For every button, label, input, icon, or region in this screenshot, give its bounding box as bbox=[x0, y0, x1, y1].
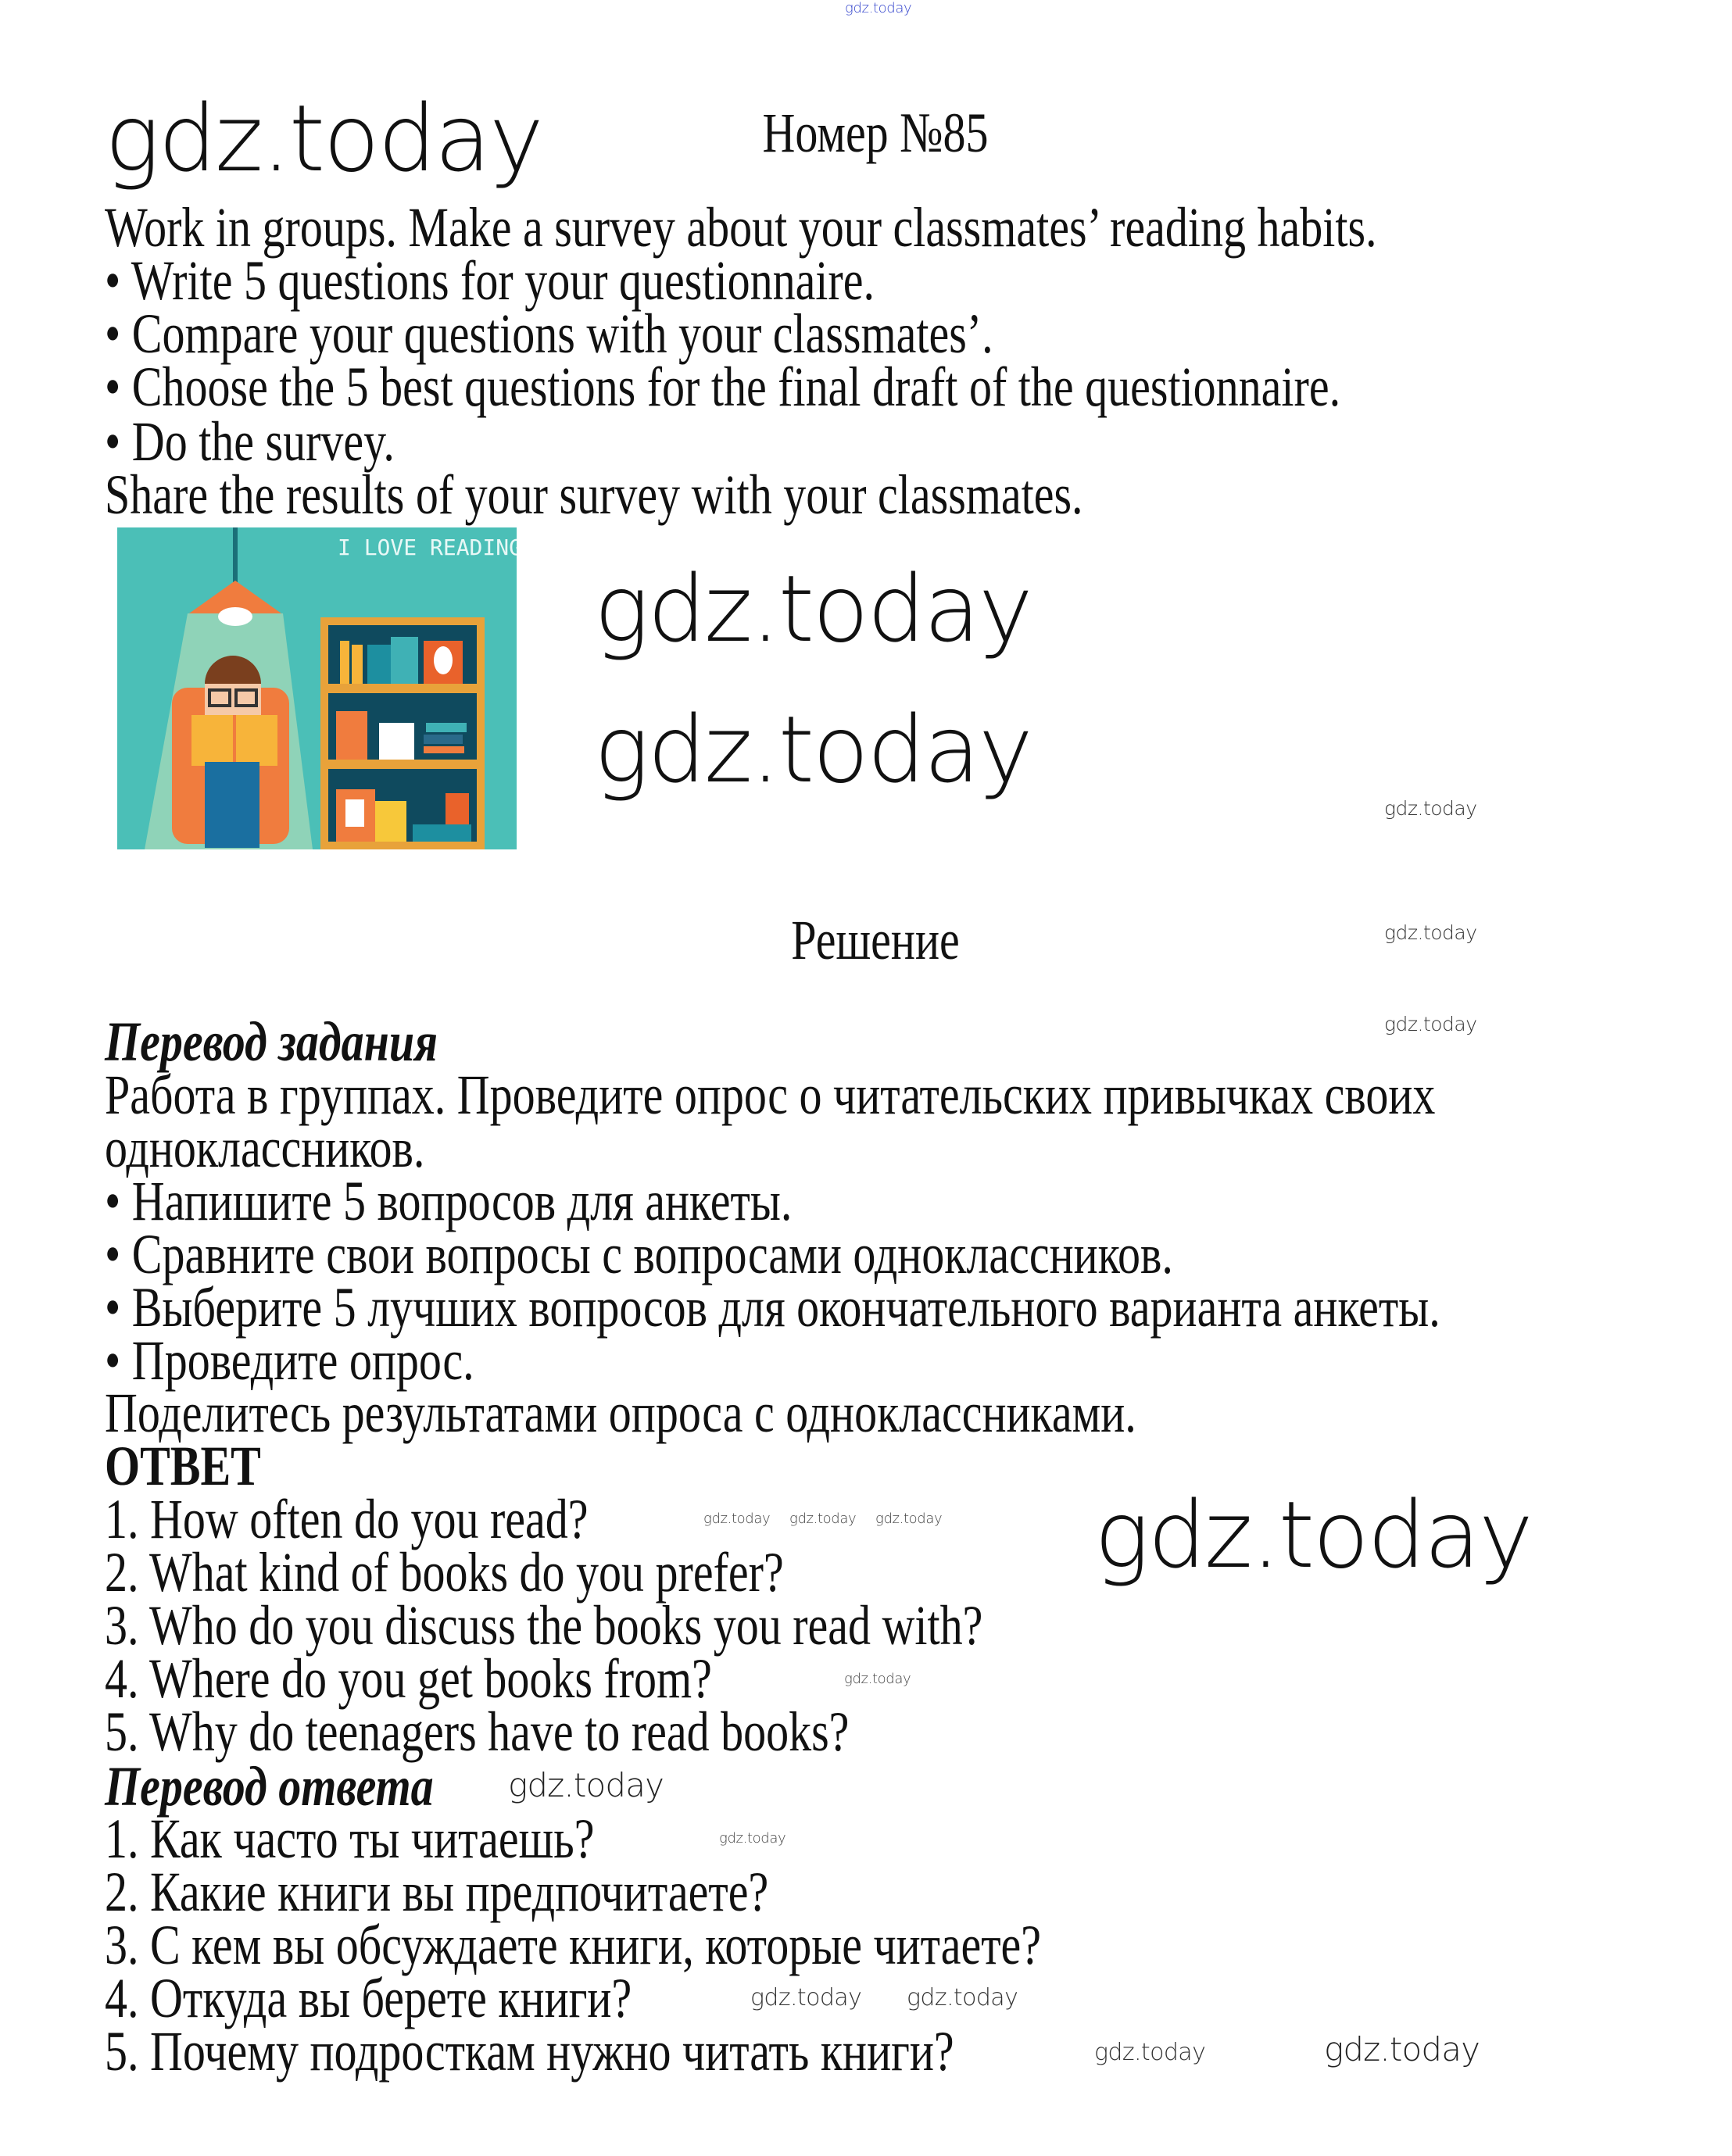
answer-translation-item: 1. Как часто ты читаешь? bbox=[105, 1806, 595, 1870]
task-bullet: • Do the survey. bbox=[105, 409, 395, 473]
translation-heading: Перевод задания bbox=[105, 1009, 438, 1073]
watermark: gdz.today bbox=[1094, 1481, 1532, 1589]
answer-translation-item: 3. С кем вы обсуждаете книги, которые читаете? bbox=[105, 1912, 1042, 1976]
watermark: gdz.today bbox=[594, 555, 1032, 663]
watermark: gdz.today bbox=[844, 1671, 911, 1687]
task-bullet: • Write 5 questions for your questionnaire. bbox=[105, 248, 875, 312]
task-outro: Share the results of your survey with your classmates. bbox=[105, 462, 1083, 526]
reading-illustration bbox=[117, 527, 517, 849]
watermark: gdz.today bbox=[703, 1511, 771, 1527]
watermark: gdz.today bbox=[719, 1830, 786, 1847]
page-title: Номер №85 bbox=[762, 100, 989, 164]
watermark: gdz.today bbox=[1384, 797, 1477, 820]
translation-line: одноклассников. bbox=[105, 1115, 425, 1179]
watermark: gdz.today bbox=[875, 1511, 943, 1527]
answer-translation-item: 4. Откуда вы берете книги? bbox=[105, 1965, 632, 2029]
answer-translation-item: 5. Почему подросткам нужно читать книги? bbox=[105, 2018, 954, 2083]
answer-item: 4. Where do you get books from? bbox=[105, 1646, 712, 1710]
translation-line: Работа в группах. Проведите опрос о читательских привычках своих bbox=[105, 1062, 1436, 1126]
watermark: gdz.today bbox=[105, 84, 542, 192]
answer-translation-heading: Перевод ответа bbox=[105, 1754, 434, 1818]
watermark: gdz.today bbox=[1384, 921, 1477, 944]
answer-heading: ОТВЕТ bbox=[105, 1433, 261, 1497]
watermark: gdz.today bbox=[1094, 2039, 1206, 2066]
task-bullet: • Choose the 5 best questions for the final draft of the questionnaire. bbox=[105, 354, 1341, 418]
watermark-top-link[interactable]: gdz.today bbox=[845, 0, 912, 16]
translation-line: • Сравните свои вопросы с вопросами одноклассников. bbox=[105, 1221, 1173, 1285]
task-intro: Work in groups. Make a survey about your classmates’ reading habits. bbox=[105, 195, 1377, 259]
watermark: gdz.today bbox=[789, 1511, 857, 1527]
watermark: gdz.today bbox=[907, 1984, 1018, 2011]
task-bullet: • Compare your questions with your classmates’. bbox=[105, 301, 993, 365]
watermark: gdz.today bbox=[1384, 1013, 1477, 1035]
solution-title: Решение bbox=[791, 907, 960, 971]
answer-item: 3. Who do you discuss the books you read with? bbox=[105, 1593, 983, 1657]
watermark: gdz.today bbox=[508, 1766, 664, 1804]
answer-item: 1. How often do you read? bbox=[105, 1486, 589, 1550]
translation-line: Поделитесь результатами опроса с одноклассниками. bbox=[105, 1380, 1136, 1444]
answer-translation-item: 2. Какие книги вы предпочитаете? bbox=[105, 1859, 769, 1923]
translation-line: • Проведите опрос. bbox=[105, 1328, 474, 1392]
watermark: gdz.today bbox=[594, 695, 1032, 803]
watermark: gdz.today bbox=[1324, 2030, 1480, 2068]
illustration-caption: I LOVE READING bbox=[337, 535, 517, 560]
translation-line: • Напишите 5 вопросов для анкеты. bbox=[105, 1168, 793, 1232]
answer-item: 2. What kind of books do you prefer? bbox=[105, 1539, 784, 1604]
answer-item: 5. Why do teenagers have to read books? bbox=[105, 1699, 850, 1763]
watermark: gdz.today bbox=[750, 1984, 862, 2011]
translation-line: • Выберите 5 лучших вопросов для окончательного варианта анкеты. bbox=[105, 1275, 1440, 1339]
